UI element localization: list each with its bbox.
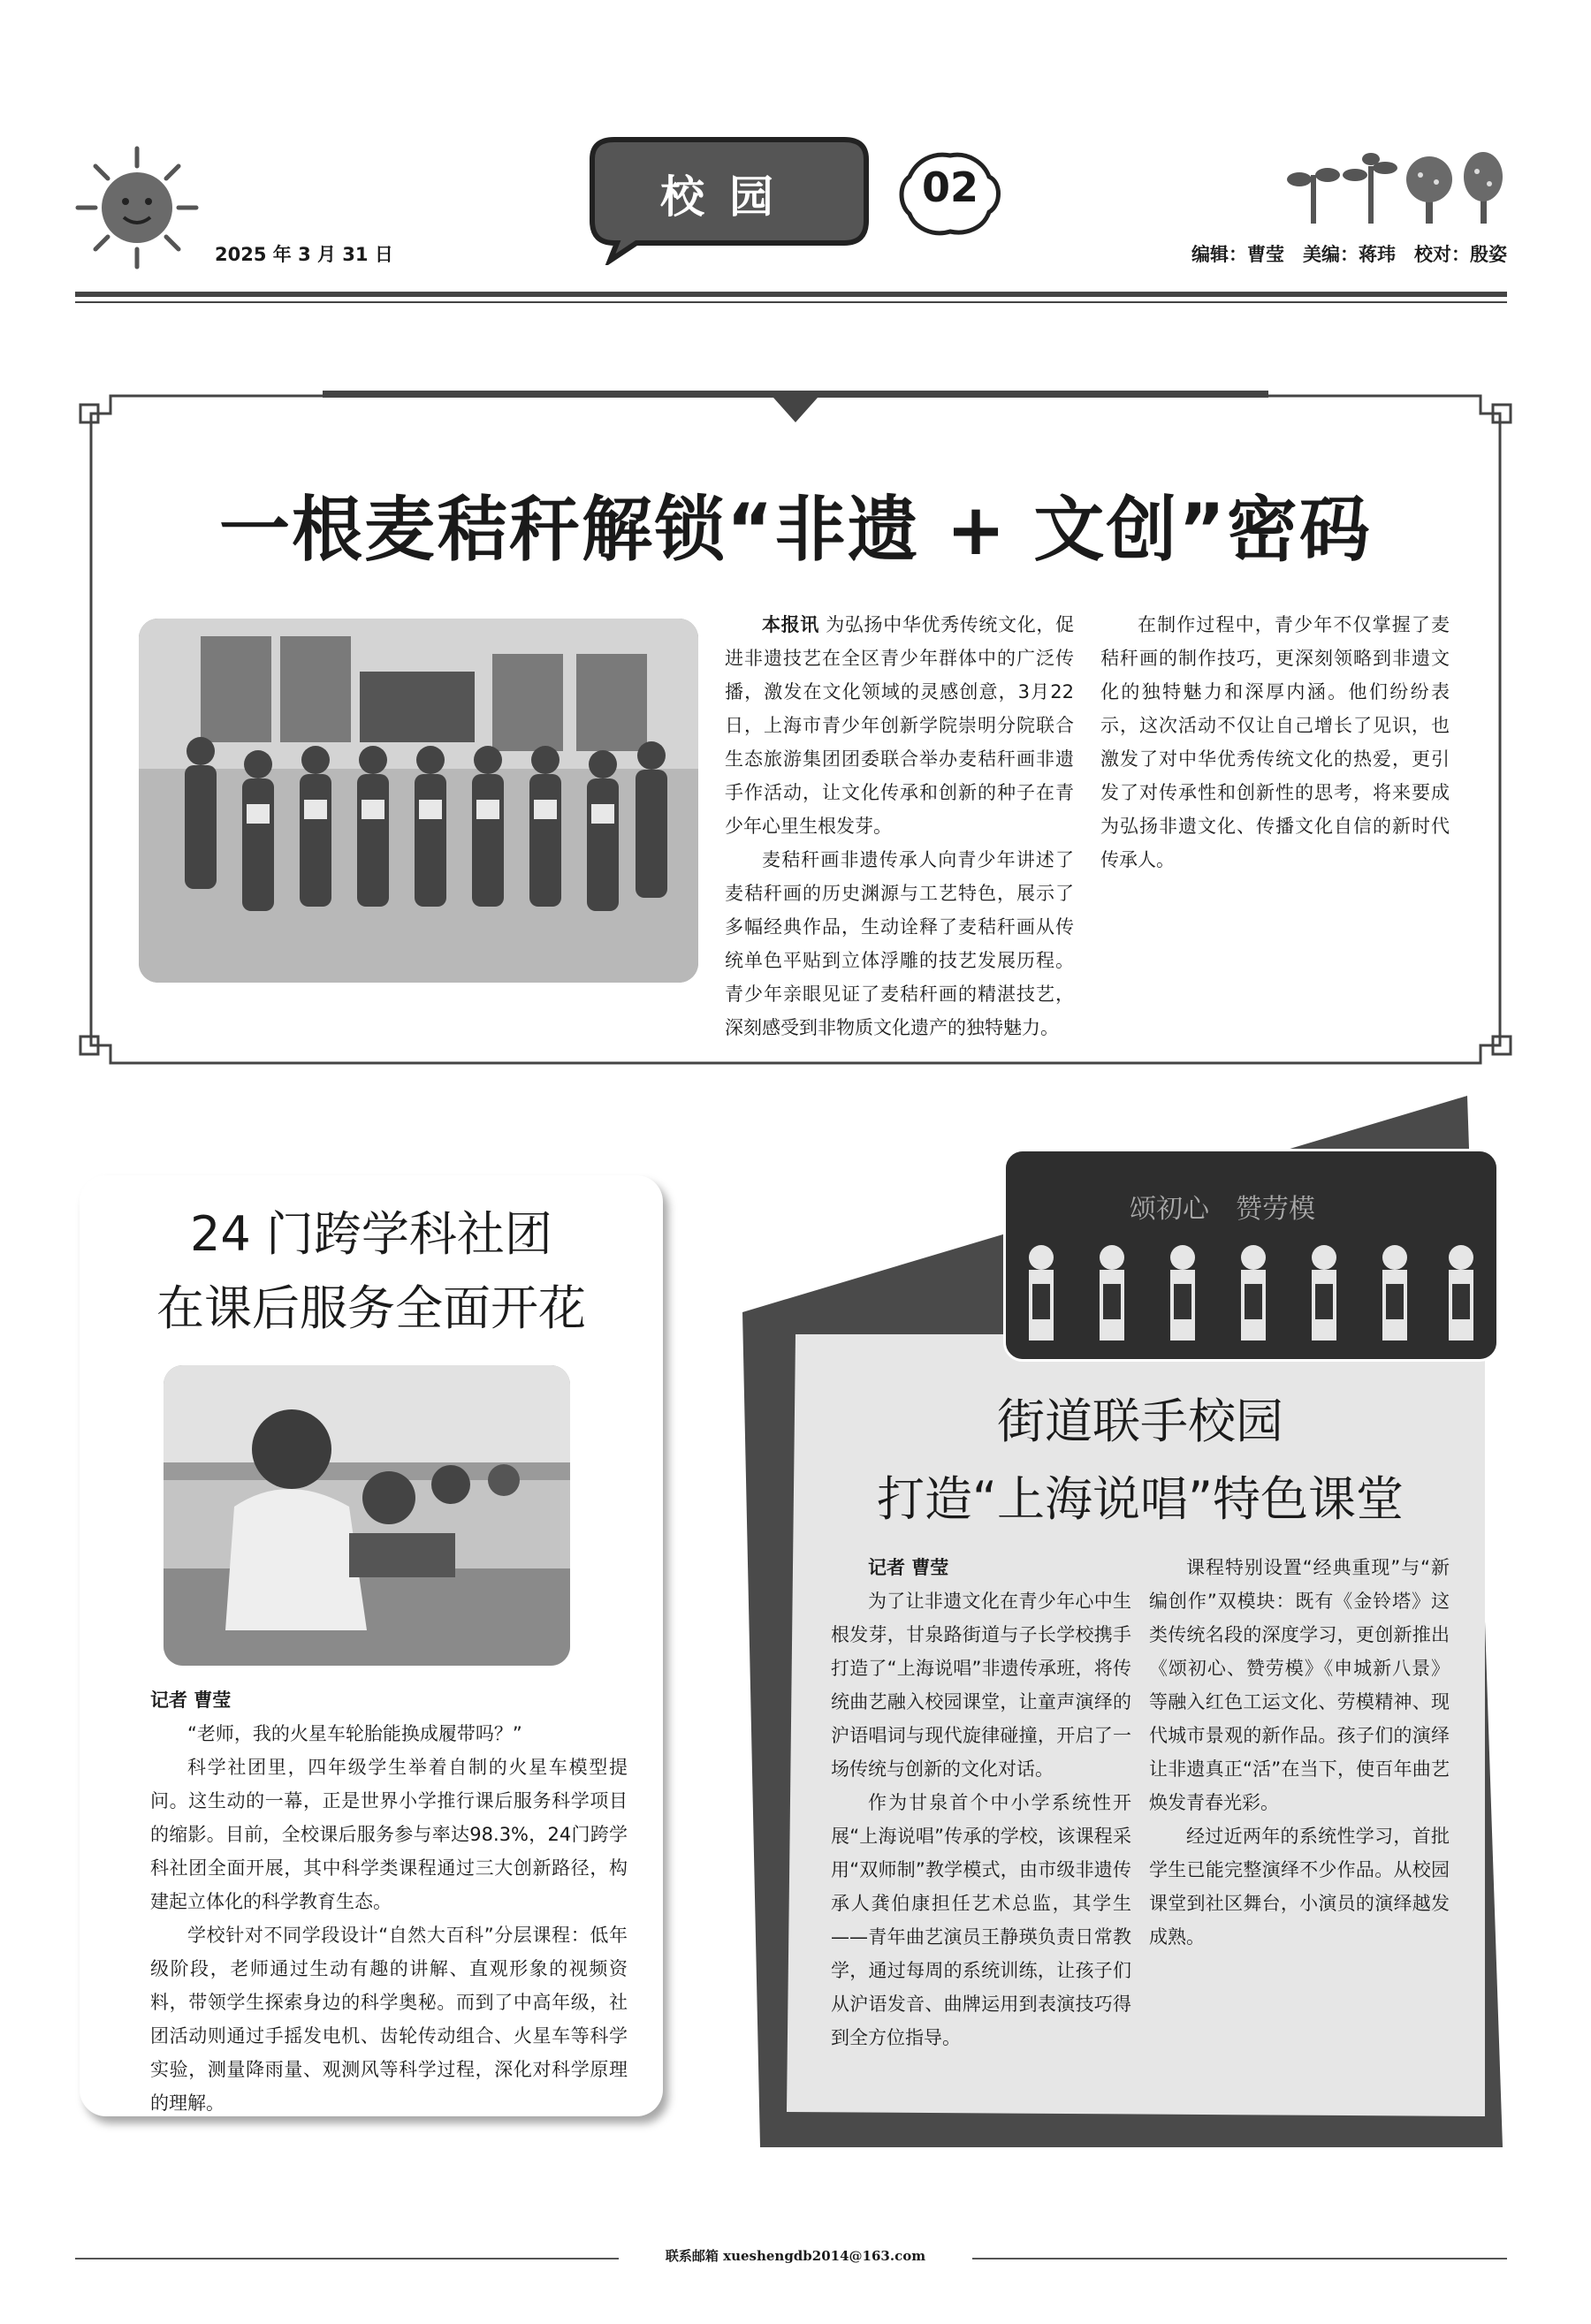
article1-photo [139, 619, 698, 983]
editor-credits: 编辑：曹莹 美编：蒋玮 校对：殷姿 [1191, 244, 1507, 265]
student-building-model-photo [164, 1365, 570, 1666]
issue-date: 2025 年 3 月 31 日 [215, 244, 393, 265]
article3-paragraph-1: 为了让非遗文化在青少年心中生根发芽，甘泉路街道与子长学校携手打造了“上海说唱”非遗传承班，将传统曲艺融入校园课堂，让童声演绎的沪语唱词与现代旋律碰撞，开启了一场传统与创新的文化对话。 [831, 1591, 1131, 1780]
article1-paragraph-1: 为弘扬中华优秀传统文化，促进非遗技艺在全区青少年群体中的广泛传播，激发在文化领域的灵感创意，3月22日，上海市青少年创新学院崇明分院联合生态旅游集团团委联合举办麦秸秆画非遗手作活动，让文化传承和创新的种子在青少年心里生根发芽。 [725, 614, 1074, 837]
article3-paragraph-4: 经过近两年的系统性学习，首批学生已能完整演绎不少作品。从校园课堂到社区舞台，小演员的演绎越发成熟。 [1149, 1826, 1450, 1948]
article2-paragraph-3: 学校针对不同学段设计“自然大百科”分层课程：低年级阶段，老师通过生动有趣的讲解、直观形象的视频资料，带领学生探索身边的科学奥秘。而到了中高年级，社团活动则通过手摇发电机、齿轮传动组合、火星车等科学实验，测量降雨量、观测风等科学过程，深化对科学原理的理解。 [150, 1925, 628, 2114]
stage-performance-photo [1006, 1151, 1496, 1359]
article3-title [787, 1383, 1494, 1538]
masthead-rule [75, 292, 1507, 297]
article3-photo [1003, 1149, 1499, 1362]
trees-icon [1286, 148, 1511, 228]
article3-paragraph-2: 作为甘泉首个中小学系统性开展“上海说唱”传承的学校，该课程采用“双师制”教学模式，由市级非遗传承人龚伯康担任艺术总监，其学生——青年曲艺演员王静瑛负责日常教学，通过每周的系统训练，让孩子们从沪语发音、曲牌运用到表演技巧得到全方位指导。 [831, 1792, 1131, 2048]
article1-paragraph-2: 麦秸秆画非遗传承人向青少年讲述了麦秸秆画的历史渊源与工艺特色，展示了多幅经典作品，生动诠释了麦秸秆画从传统单色平贴到立体浮雕的技艺发展历程。青少年亲眼见证了麦秸秆画的精湛技艺，深刻感受到非物质文化遗产的独特魅力。 [725, 849, 1074, 1038]
section-label: 校园 [660, 171, 798, 223]
article3-title-line-1: 街道联手校园 [997, 1394, 1283, 1449]
article3-paragraph-3: 课程特别设置“经典重现”与“新编创作”双模块：既有《金铃塔》这类传统名段的深度学习，更创新推出《颂初心、赞劳模》《申城新八景》等融入红色工运文化、劳模精神、现代城市景观的新作品。孩子们的演绎让非遗真正“活”在当下，使百年曲艺焕发青春光彩。 [1149, 1557, 1450, 1813]
sun-icon [71, 141, 203, 274]
article3-title-line-2: 打造“上海说唱”特色课堂 [877, 1471, 1404, 1527]
group-photo-students [139, 619, 698, 983]
article3-column-1 [831, 1551, 1131, 2054]
stage-backdrop-text: 颂初心 赞劳模 [1130, 1194, 1315, 1225]
article3-column-2 [1149, 1551, 1450, 1954]
contact-email: 联系邮箱 xueshengdb2014@163.com [619, 2246, 972, 2265]
page-number: 02 [921, 163, 978, 211]
article2-title [80, 1197, 663, 1346]
masthead-rule-thin [75, 301, 1507, 303]
article2-title-line-1: 24 门跨学科社团 [190, 1206, 552, 1262]
article1-title: 一根麦秸秆解锁“非遗 + 文创”密码 [219, 489, 1372, 571]
article1-lead: 本报讯 [762, 614, 819, 635]
article2-body [150, 1683, 628, 2120]
article2-title-line-2: 在课后服务全面开花 [156, 1280, 586, 1336]
article3-byline: 记者 曹莹 [868, 1557, 949, 1578]
article2-photo [164, 1365, 570, 1666]
article1-paragraph-3: 在制作过程中，青少年不仅掌握了麦秸秆画的制作技巧，更深刻领略到非遗文化的独特魅力和深厚内涵。他们纷纷表示，这次活动不仅让自己增长了见识，也激发了对中华优秀传统文化的热爱，更引发了对传承性和创新性的思考，将来要成为弘扬非遗文化、传播文化自信的新时代传承人。 [1100, 614, 1450, 870]
article2-paragraph-1: “老师，我的火星车轮胎能换成履带吗？” [187, 1723, 522, 1744]
article2-byline: 记者 曹莹 [150, 1690, 232, 1711]
article1-column-1 [725, 608, 1074, 1044]
article2-paragraph-2: 科学社团里，四年级学生举着自制的火星车模型提问。这生动的一幕，正是世界小学推行课后服务科学项目的缩影。目前，全校课后服务参与率达98.3%，24门跨学科社团全面开展，其中科学类课程通过三大创新路径，构建起立体化的科学教育生态。 [150, 1757, 628, 1912]
article1-column-2 [1100, 608, 1450, 877]
